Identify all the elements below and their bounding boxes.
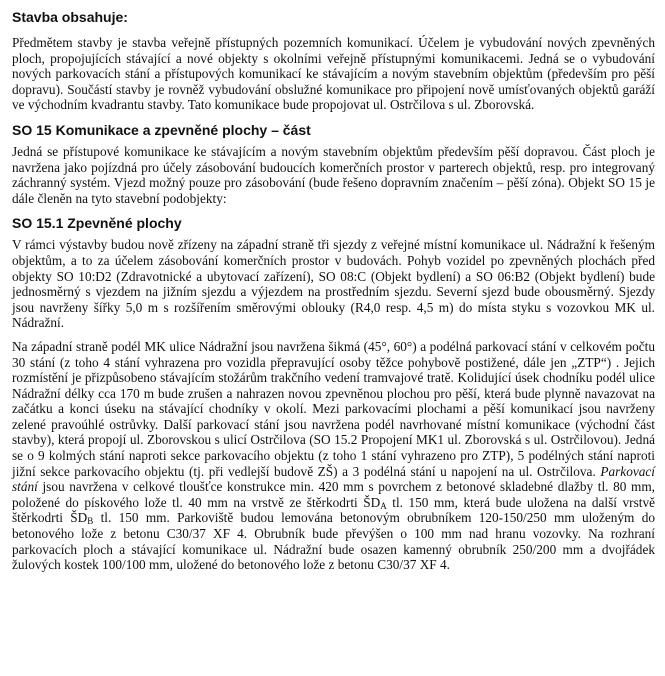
paragraph-2-part-b: jsou navržena v celkové tloušťce konstrukce min. 420 mm s povrchem z betonové skladebné dlažby tl. 80 mm, položené do pískového lože tl. 40 mm na vrstvě ze štěrkodrti ŠD <box>12 479 655 510</box>
paragraph-2-part-a: Na západní straně podél MK ulice Nádražní jsou navržena šikmá (45°, 60°) a podélná parkovací stání v celkovém počtu 30 stání (z toho 4 stání vyhrazena pro vozidla přepravující osoby těžce pohybově postižené, dále jen „ZTP“) . Jejich rozmístění je přizpůsobeno stávajícím stožárům trakčního vedení tramvajové tratě. Kolidující úsek chodníku podél ulice Nádražní délky cca 170 m bude zrušen a nahrazen novou zpevněnou plochou pro pěší, která bude plynně navazovat na začátku a konci úseku na stávající chodníky v okolí. Mezi parkovacími plochami a pěší komunikací jsou navrženy zelené pravoúhlé ostrůvky. Další parkovací stání jsou navržena podél navrhované místní komunikace (východní část stavby), která propojí ul. Zborovskou s ulicí Ostrčilova (SO 15.2 Propojení MK1 ul. Zborovská s ul. Ostrčilovou). Jedná se o 9 kolmých stání naproti sekce parkovacího objektu (z toho 1 stání vyhrazeno pro ZTP), 5 podélných stání naproti jižní sekce parkovacího objektu (tj. při vedlejší budově ZŠ) a 3 podélná stání u napojení na ul. Ostrčilova. <box>12 338 655 479</box>
paragraph-2-part-c: tl. 150 mm, která bude uložena na další vrstvě štěrkodrti ŠD <box>12 494 655 526</box>
subscript-b: B <box>87 516 94 527</box>
paragraph-2-part-d: tl. 150 mm. Parkoviště budou lemována betonovým obrubníkem 120-150/250 mm uloženým do betonového lože z betonu C30/37 XF 4. Obrubník bude převýšen o 100 mm nad hranu vozovky. Na rozhraní parkovacích ploch a stávající komunikace ul. Nádražní bude osazen kamenný obrubník 250/200 mm a dvojřádek žulových kostek 100/100 mm, uložené do betonového lože z betonu C30/37 XF 4. <box>12 510 655 573</box>
heading-so15: SO 15 Komunikace a zpevněné plochy – část <box>12 121 311 138</box>
heading-so15-1: SO 15.1 Zpevněné plochy <box>12 215 182 232</box>
intro-paragraph: Předmětem stavby je stavba veřejně přístupných pozemních komunikací. Účelem je vybudování nových zpevněných ploch, propojujících stávající a nové objekty s okolními veřejně přístupnými komunikacemi. Jedná se o vybudování nových parkovacích stání a přístupových komunikací ke stávajícím a novým stavebním objektům (především pro pěší dopravu). Součástí stavby je rovněž vybudování obslužné komunikace pro připojení nově umísťovaných objektů garáží ve východním kvadrantu stavby. Tato komunikace bude propojovat ul. Ostrčilova s ul. Zborovská. <box>12 35 655 113</box>
parkovaci-stani-emphasis: Parkovací stání <box>12 463 655 495</box>
so15-1-paragraph-1: V rámci výstavby budou nově zřízeny na západní straně tři sjezdy z veřejné místní komunikace ul. Nádražní k řešeným objektům, a to za účelem zásobování komerčních prostor v budovách. Pohyb vozidel po zpevněných plochách před objekty SO 10:D2 (Zdravotnické a ubytovací zařízení), SO 08:C (Objekt bydlení) a SO 06:B2 (Objekt bydlení) bude jednosměrný s vjezdem na jižním sjezdu a výjezdem na prostředním sjezdu. Severní sjezd bude obousměrný. Sjezdy jsou navrženy šířky 5,0 m s rozšířením směrovými oblouky (R4,0 resp. 4,5 m) do místa styku s vozovkou MK ul. Nádražní. <box>12 237 655 331</box>
heading-stavba-obsahuje: Stavba obsahuje: <box>12 9 128 25</box>
subscript-a: A <box>380 500 387 511</box>
so15-1-paragraph-2 <box>12 339 655 573</box>
so15-paragraph: Jedná se přístupové komunikace ke stávajícím a novým stavebním objektům především pěší dopravou. Část ploch je navržena jako pojízdná pro účely zásobování budoucích komerčních prostor v parterech objektů, resp. pro integrovaný záchranný systém. Vjezd možný pouze pro zásobování (bude řešeno dopravním značením – pěší zóna). Objekt SO 15 je dále členěn na tyto stavební podobjekty: <box>12 143 655 206</box>
